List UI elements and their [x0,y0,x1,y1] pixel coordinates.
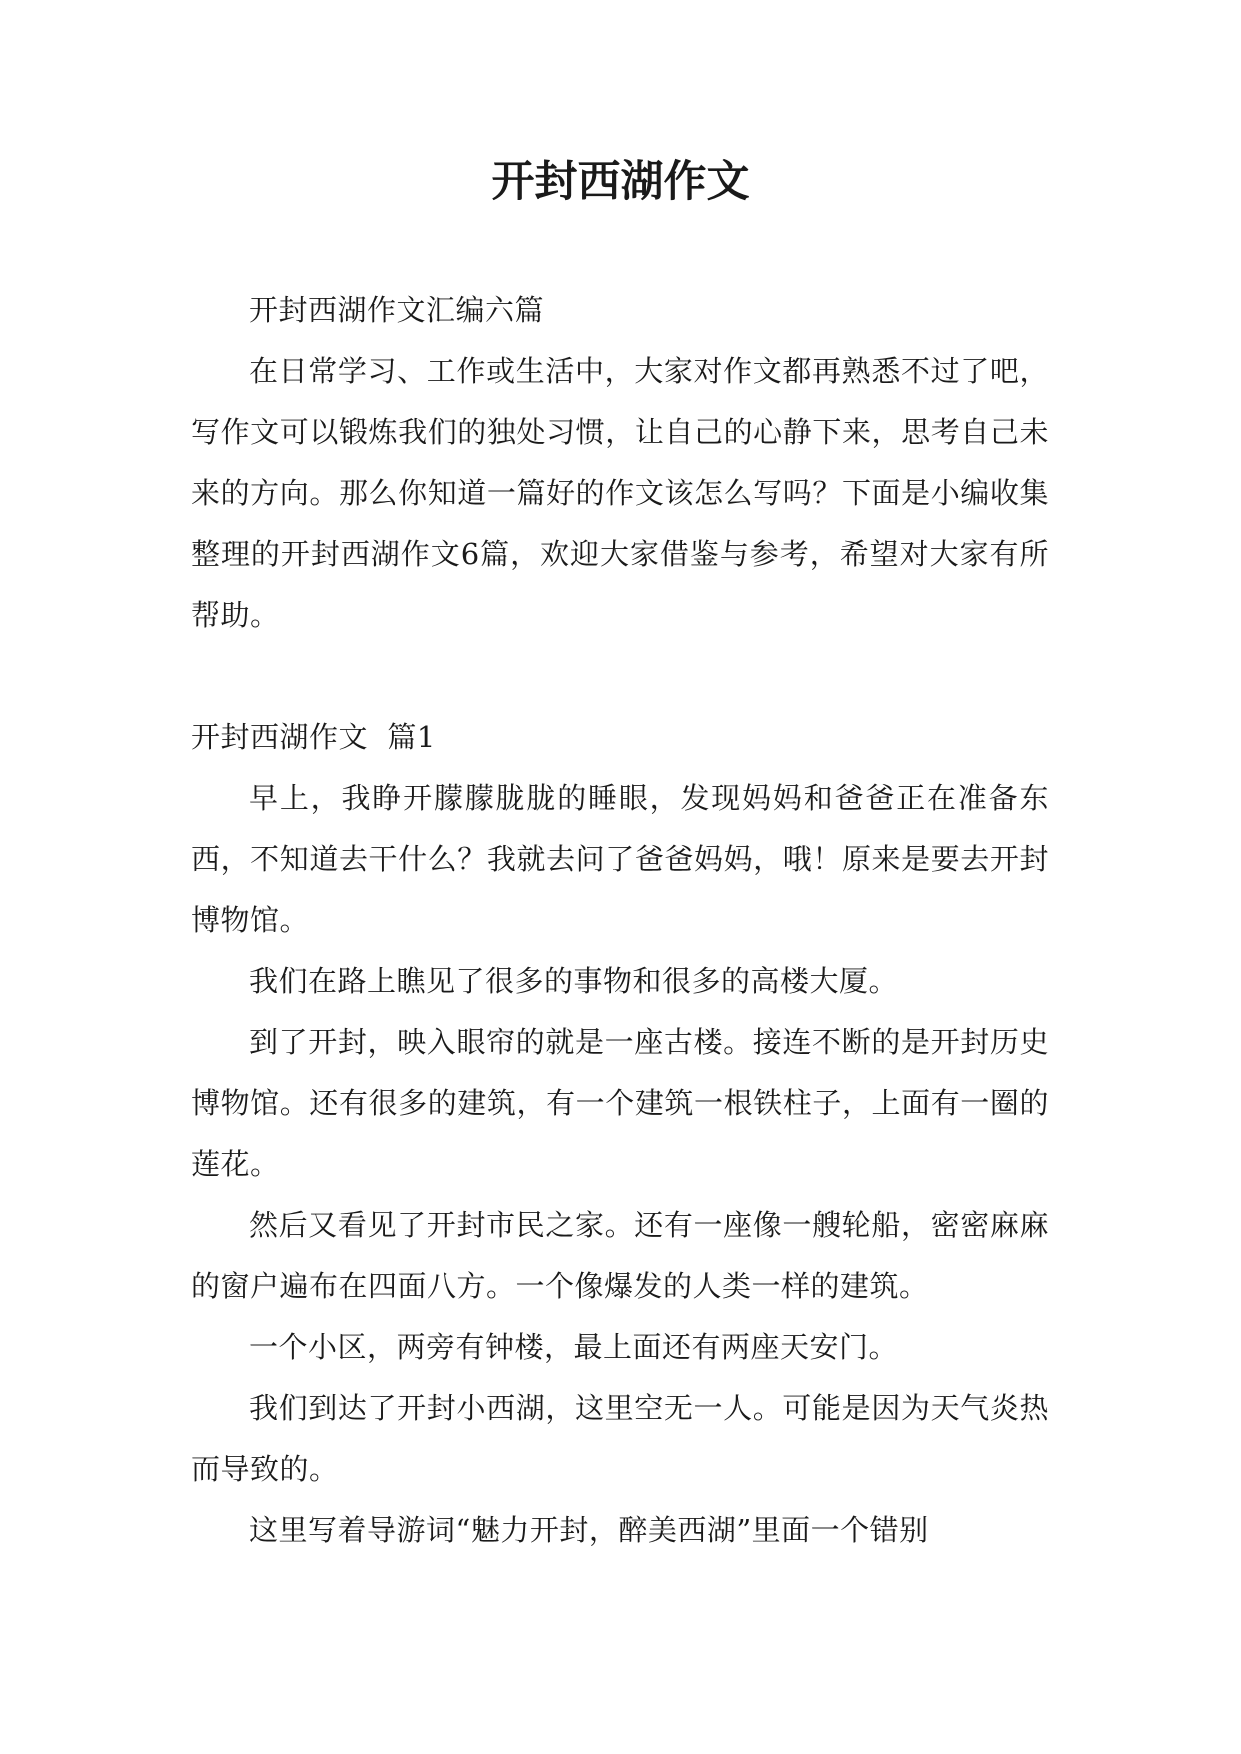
paragraph: 我们到达了开封小西湖，这里空无一人。可能是因为天气炎热而导致的。 [191,1391,1049,1486]
section-spacer [191,646,1049,707]
intro-paragraph: 在日常学习、工作或生活中，大家对作文都再熟悉不过了吧，写作文可以锻炼我们的独处习惯，让自己的心静下来，思考自己未来的方向。那么你知道一篇好的作文该怎么写吗？下面是小编收集整理的开封西湖作文6篇，欢迎大家借鉴与参考，希望对大家有所帮助。 [191,354,1049,632]
document-body [191,280,1049,1561]
paragraph: 我们在路上瞧见了很多的事物和很多的高楼大厦。 [249,964,899,998]
paragraph: 这里写着导游词“魅力开封，醉美西湖”里面一个错别 [249,1513,929,1547]
paragraph: 早上，我睁开朦朦胧胧的睡眼，发现妈妈和爸爸正在准备东西，不知道去干什么？我就去问了爸爸妈妈，哦！原来是要去开封博物馆。 [191,781,1049,937]
section-heading: 开封西湖作文 篇1 [191,720,436,754]
paragraph: 一个小区，两旁有钟楼，最上面还有两座天安门。 [249,1330,899,1364]
paragraph: 然后又看见了开封市民之家。还有一座像一艘轮船，密密麻麻的窗户遍布在四面八方。一个像爆发的人类一样的建筑。 [191,1208,1049,1303]
paragraph: 到了开封，映入眼帘的就是一座古楼。接连不断的是开封历史博物馆。还有很多的建筑，有一个建筑一根铁柱子，上面有一圈的莲花。 [191,1025,1049,1181]
document-title: 开封西湖作文 [491,157,750,207]
subtitle: 开封西湖作文汇编六篇 [249,293,545,327]
